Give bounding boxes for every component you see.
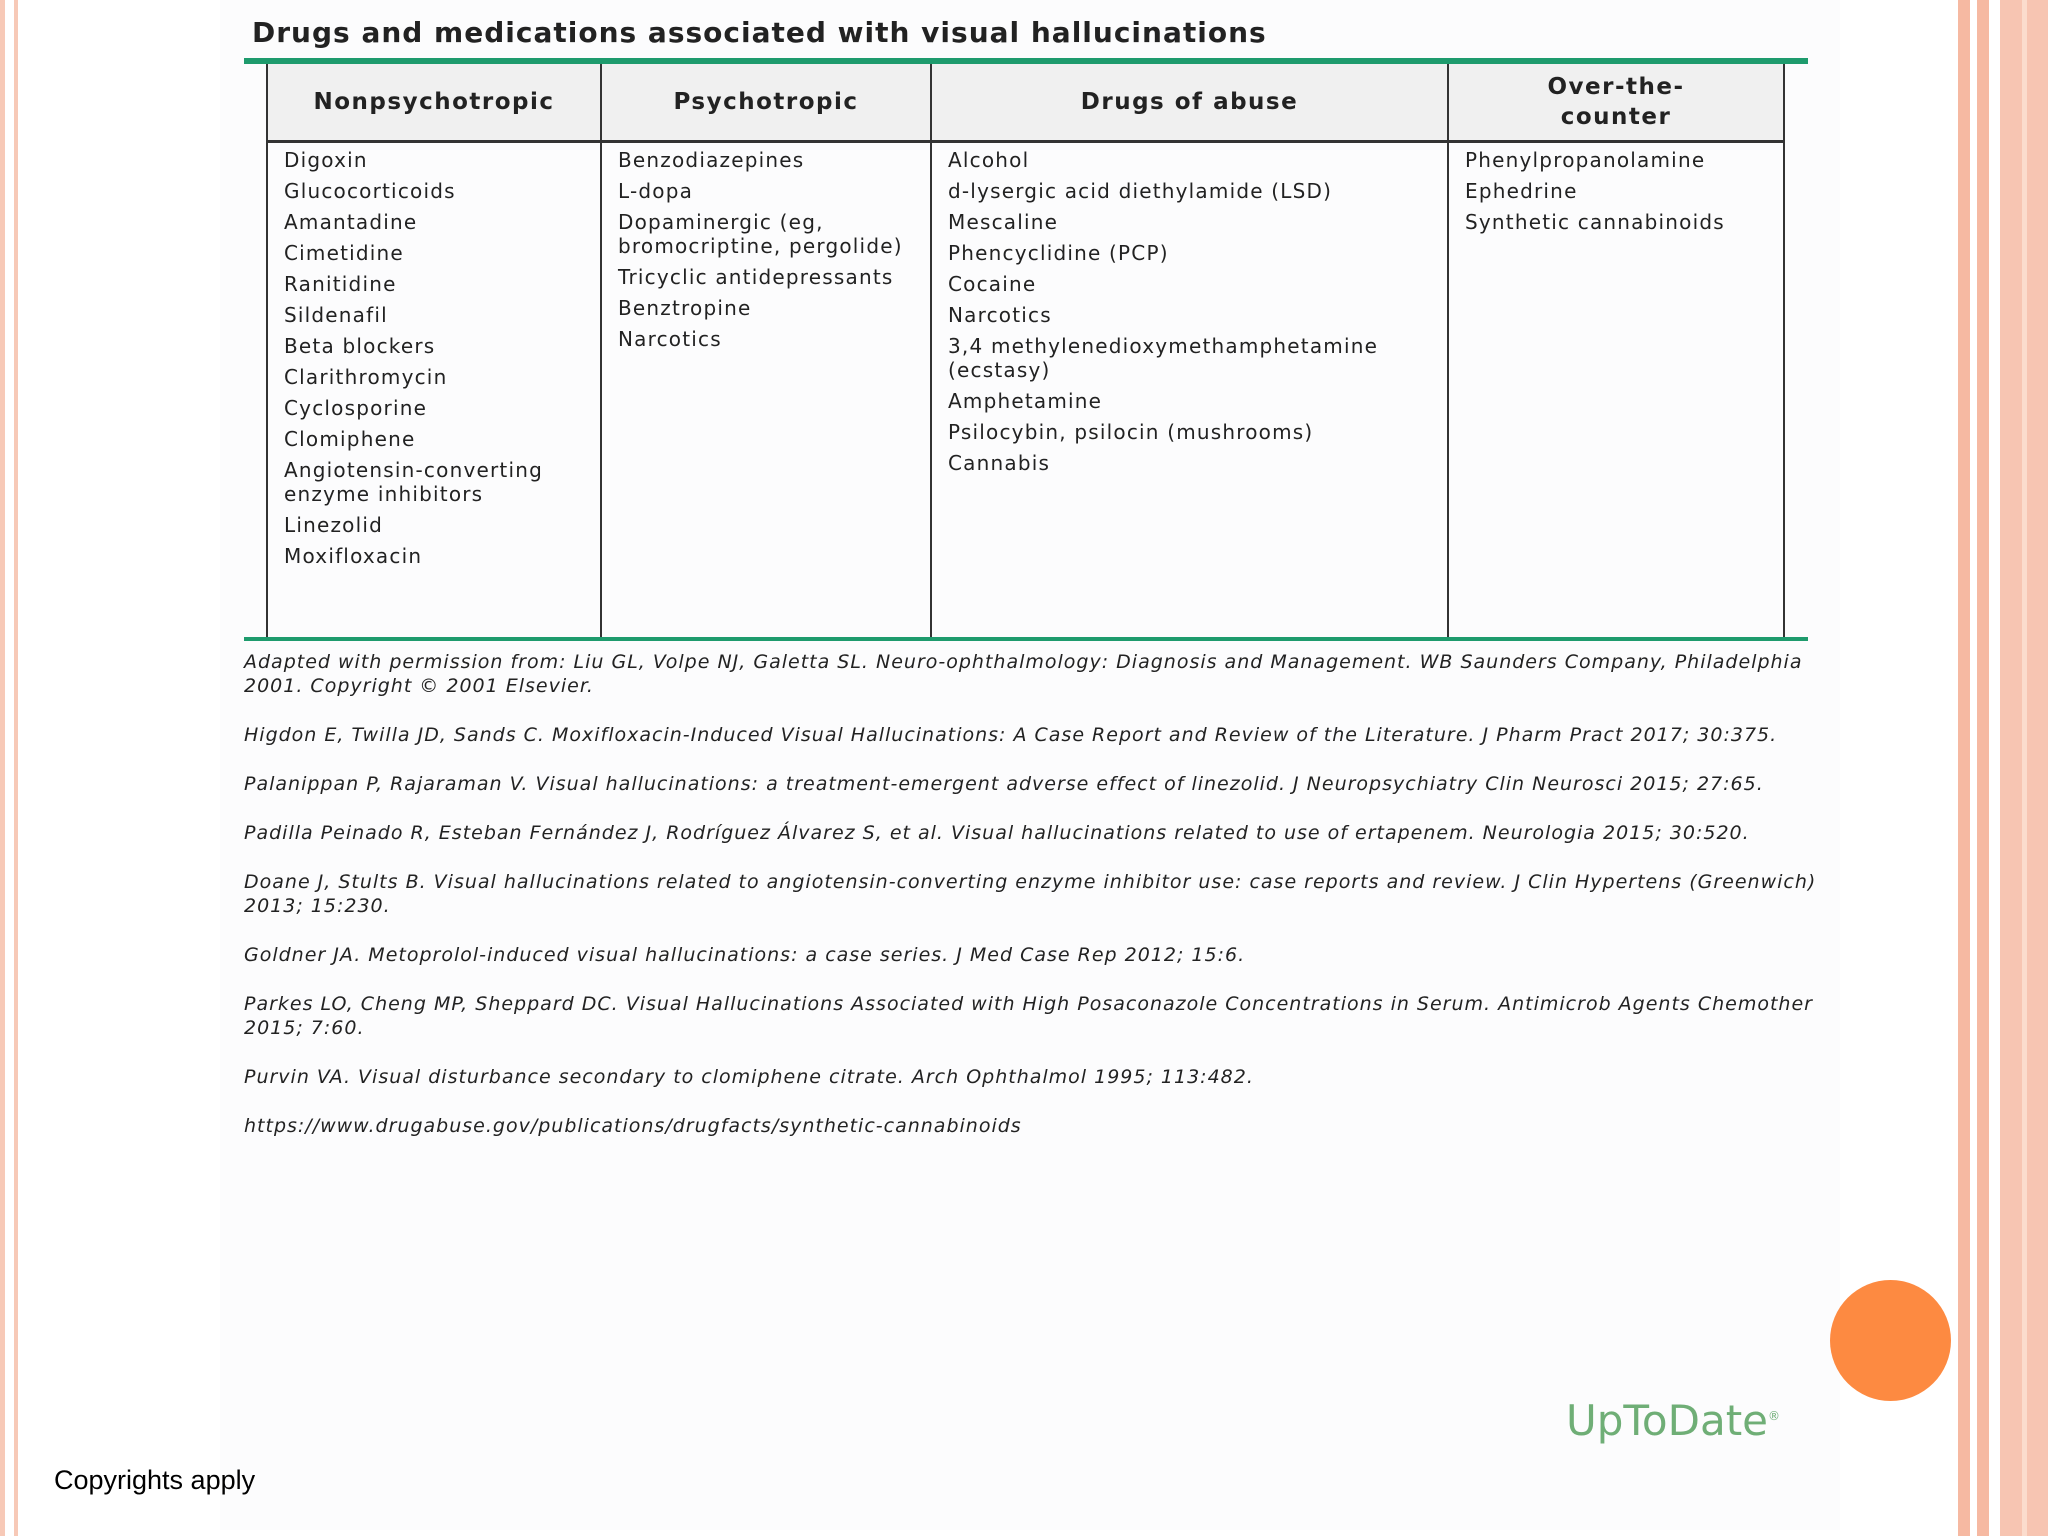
column-items (268, 144, 600, 637)
drug-item: Tricyclic antidepressants (618, 265, 894, 289)
column-nonpsychotropic (266, 64, 600, 637)
drug-item: Psilocybin, psilocin (mushrooms) (948, 420, 1314, 444)
reference-entry: Doane J, Stults B. Visual hallucinations related to angiotensin-converting enzyme inhibitor use: case reports and review. J Clin Hypertens (Greenwich) 2013; 15:230. (244, 871, 1817, 917)
drug-item: Sildenafil (284, 303, 388, 327)
drug-item: Synthetic cannabinoids (1465, 210, 1725, 234)
column-over-the-counter (1447, 64, 1785, 637)
column-header (1449, 64, 1783, 143)
left-border (0, 0, 5, 1536)
column-header-label: Over-the-counter (1547, 74, 1685, 130)
uptodate-logo (1566, 1396, 1780, 1445)
drug-item: Moxifloxacin (284, 544, 423, 568)
drug-item: Dopaminergic (eg, bromocriptine, pergolide) (618, 210, 903, 258)
reference-entry: Padilla Peinado R, Esteban Fernández J, Rodríguez Álvarez S, et al. Visual hallucinations related to use of ertapenem. Neurologia 2015; 30:520. (244, 822, 1750, 844)
reference-entry: Palanippan P, Rajaraman V. Visual hallucinations: a treatment-emergent adverse effect of linezolid. J Neuropsychiatry Clin Neurosci 2015; 27:65. (244, 773, 1764, 795)
left-border-inner (14, 0, 18, 1536)
drug-item: L-dopa (618, 179, 694, 203)
column-header: Drugs of abuse (932, 64, 1447, 143)
drug-item: Narcotics (948, 303, 1052, 327)
drug-item: Glucocorticoids (284, 179, 456, 203)
drug-item: Benzodiazepines (618, 148, 805, 172)
drug-item: Angiotensin-converting enzyme inhibitors (284, 458, 543, 506)
drug-item: Benztropine (618, 296, 752, 320)
drug-item: 3,4 methylenedioxymethamphetamine (ecstasy) (948, 334, 1379, 382)
drug-item: Phenylpropanolamine (1465, 148, 1706, 172)
right-border-band-highlight (2022, 0, 2027, 1536)
column-header: Nonpsychotropic (268, 64, 600, 143)
column-items (602, 144, 930, 637)
right-border-stripe (1958, 0, 1970, 1536)
references (244, 650, 1824, 1163)
column-items (1449, 144, 1783, 637)
reference-entry: Higdon E, Twilla JD, Sands C. Moxifloxacin-Induced Visual Hallucinations: A Case Report and Review of the Literature. J Pharm Pract 2017; 30:375. (244, 724, 1778, 746)
drug-item: d-lysergic acid diethylamide (LSD) (948, 179, 1333, 203)
reference-entry: Goldner JA. Metoprolol-induced visual hallucinations: a case series. J Med Case Rep 2012; 15:6. (244, 944, 1246, 966)
reference-entry: Purvin VA. Visual disturbance secondary to clomiphene citrate. Arch Ophthalmol 1995; 113:482. (244, 1066, 1254, 1088)
drug-item: Cocaine (948, 272, 1037, 296)
column-header: Psychotropic (602, 64, 930, 143)
drug-table (266, 64, 1786, 637)
drug-item: Cimetidine (284, 241, 404, 265)
drug-item: Digoxin (284, 148, 368, 172)
drug-item: Cannabis (948, 451, 1051, 475)
drug-item: Beta blockers (284, 334, 436, 358)
orange-circle-decoration (1830, 1280, 1951, 1401)
drug-item: Cyclosporine (284, 396, 428, 420)
column-psychotropic (600, 64, 930, 637)
column-items (932, 144, 1447, 637)
reference-entry: Adapted with permission from: Liu GL, Volpe NJ, Galetta SL. Neuro-ophthalmology: Diagnosis and Management. WB Saunders Company, Philadelphia 2001. Copyright © 2001 Elsevier. (244, 651, 1803, 697)
reference-entry: https://www.drugabuse.gov/publications/drugfacts/synthetic-cannabinoids (244, 1115, 1022, 1137)
copyright-note: Copyrights apply (54, 1465, 256, 1495)
drug-item: Mescaline (948, 210, 1059, 234)
drug-item: Amantadine (284, 210, 418, 234)
drug-item: Clarithromycin (284, 365, 448, 389)
table-bottom-rule (244, 637, 1808, 641)
drug-item: Clomiphene (284, 427, 416, 451)
drug-item: Ranitidine (284, 272, 397, 296)
drug-item: Amphetamine (948, 389, 1103, 413)
column-drugs-of-abuse (930, 64, 1447, 637)
drug-item: Phencyclidine (PCP) (948, 241, 1169, 265)
right-border-stripe (1977, 0, 1989, 1536)
drug-item: Ephedrine (1465, 179, 1578, 203)
logo-text: UpToDate (1566, 1396, 1769, 1445)
reference-entry: Parkes LO, Cheng MP, Sheppard DC. Visual Hallucinations Associated with High Posaconazole Concentrations in Serum. Antimicrob Agents Chemother 2015; 7:60. (244, 993, 1813, 1039)
drug-item: Narcotics (618, 327, 722, 351)
drug-item: Linezolid (284, 513, 384, 537)
drug-item: Alcohol (948, 148, 1030, 172)
figure-title: Drugs and medications associated with visual hallucinations (252, 16, 1267, 49)
embedded-figure (220, 0, 1840, 1530)
trademark-mark: ® (1768, 1409, 1781, 1423)
